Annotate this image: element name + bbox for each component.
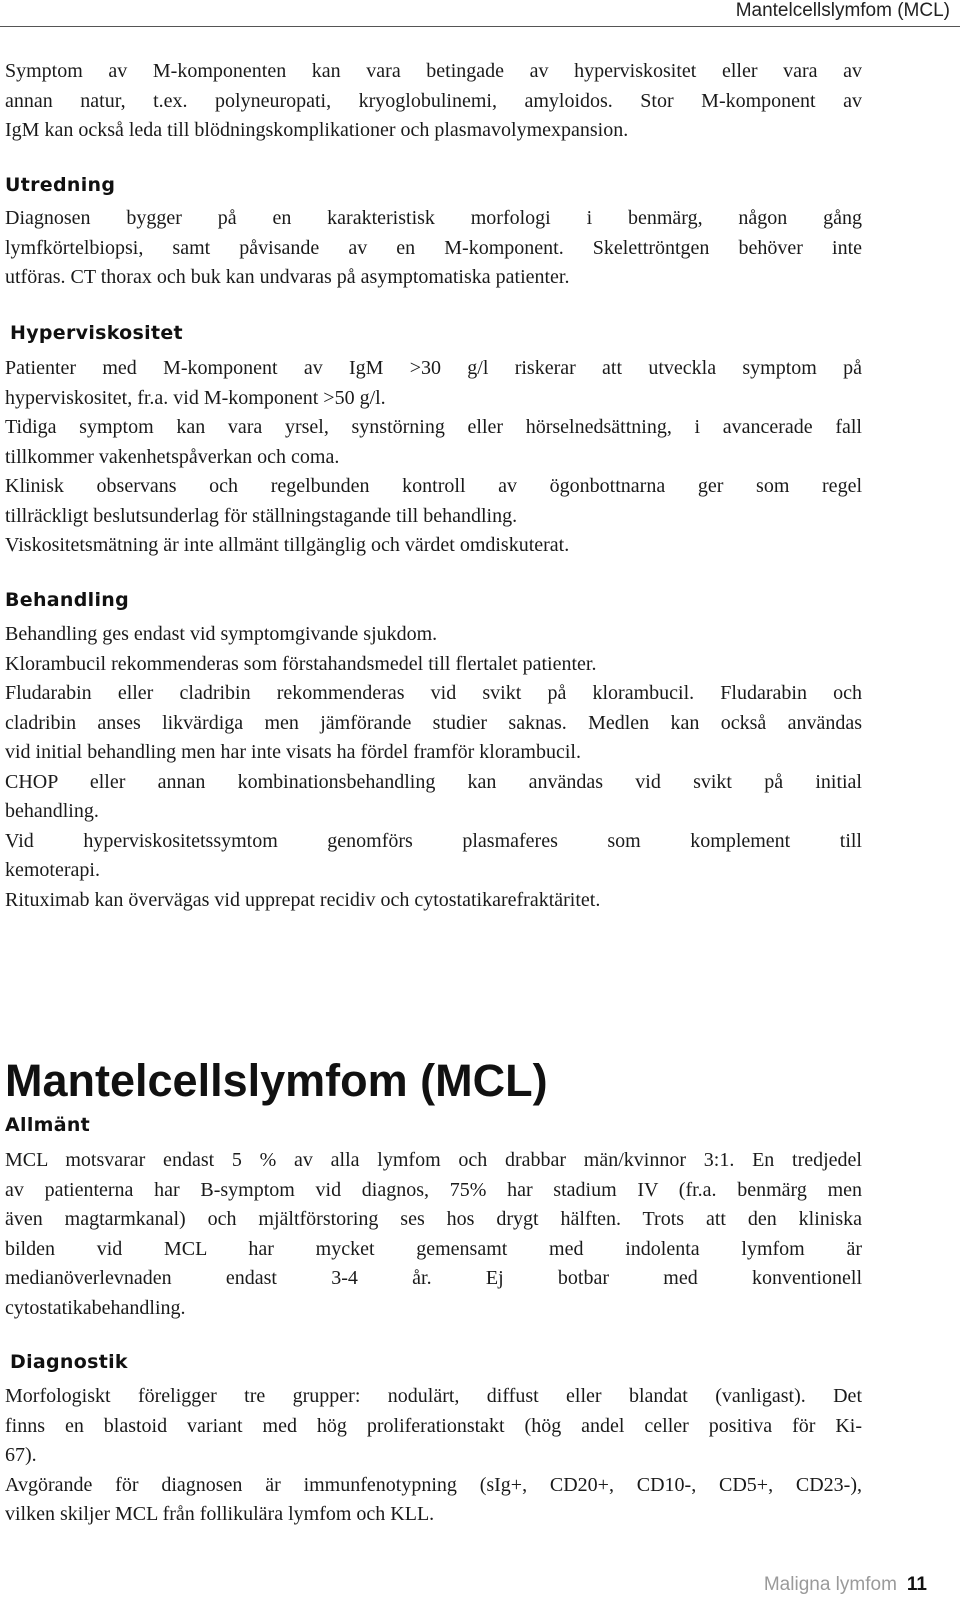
text-line: kemoterapi. [5,859,100,881]
text-line: annan natur, t.ex. polyneuropati, kryoglobulinemi, amyloidos. Stor M-komponent av [5,89,862,112]
running-header: Mantelcellslymfom (MCL) [735,0,950,21]
text-line: Fludarabin eller cladribin rekommenderas vid svikt på klorambucil. Fludarabin och [5,682,862,704]
text-line: Vid hyperviskositetssymtom genomförs plasmaferes som komplement till [5,829,862,852]
text-line: behandling. [5,800,99,822]
text-line: cytostatikabehandling. [5,1296,186,1319]
text-line: Klinisk observans och regelbunden kontroll av ögonbottnarna ger som regel [5,475,862,497]
section-heading-diagnostik: Diagnostik [10,1351,128,1373]
section-heading-allmant: Allmänt [5,1114,91,1136]
chapter-title: Mantelcellslymfom (MCL) [5,1055,548,1106]
behandling-paragraph [5,620,862,915]
text-line: hyperviskositet, fr.a. vid M-komponent >50 g/l. [5,386,386,409]
intro-paragraph [5,57,862,146]
text-line: 67). [5,1444,37,1466]
page-number: 11 [906,1574,927,1595]
text-line: medianöverlevnaden endast 3-4 år. Ej botbar med konventionell [5,1267,862,1289]
text-line: finns en blastoid variant med hög proliferationstakt (hög andel celler positiva för Ki- [5,1414,862,1437]
text-line: Behandling ges endast vid symptomgivande sjukdom. [5,623,438,645]
text-line: lymfkörtelbiopsi, samt påvisande av en M-komponent. Skelettröntgen behöver inte [5,236,862,259]
text-line: tillräckligt beslutsunderlag för ställningstagande till behandling. [5,504,518,527]
section-heading-utredning: Utredning [5,174,116,196]
text-line: cladribin anses likvärdiga men jämförande studier saknas. Medlen kan också användas [5,711,862,734]
text-line: av patienterna har B-symptom vid diagnos, 75% har stadium IV (fr.a. benmärg men [5,1178,862,1201]
text-line: även magtarmkanal) och mjältförstoring ses hos drygt hälften. Trots att den kliniska [5,1208,862,1230]
text-line: MCL motsvarar endast 5 % av alla lymfom och drabbar män/kvinnor 3:1. En tredjedel [5,1149,862,1171]
text-line: Symptom av M-komponenten kan vara betingade av hyperviskositet eller vara av [5,60,862,82]
text-line: utföras. CT thorax och buk kan undvaras på asymptomatiska patienter. [5,266,570,288]
footer-book-title: Maligna lymfom [763,1574,897,1595]
header-divider [0,26,960,27]
text-line: Tidiga symptom kan vara yrsel, synstörning eller hörselnedsättning, i avancerade fall [5,416,862,438]
allmant-paragraph [5,1146,862,1323]
page-footer [764,1574,927,1596]
text-line: CHOP eller annan kombinationsbehandling kan användas vid svikt på initial [5,770,862,793]
text-line: Avgörande för diagnosen är immunfenotypning (sIg+, CD20+, CD10-, CD5+, CD23-), [5,1473,862,1496]
text-line: vid initial behandling men har inte visats ha fördel framför klorambucil. [5,741,581,763]
text-line: Klorambucil rekommenderas som förstahandsmedel till flertalet patienter. [5,652,597,675]
text-line: Patienter med M-komponent av IgM >30 g/l riskerar att utveckla symptom på [5,357,862,379]
text-line: tillkommer vakenhetspåverkan och coma. [5,445,340,468]
text-line: Diagnosen bygger på en karakteristisk morfologi i benmärg, någon gång [5,207,862,229]
text-line: Morfologiskt föreligger tre grupper: nodulärt, diffust eller blandat (vanligast). Det [5,1385,862,1407]
text-line: bilden vid MCL har mycket gemensamt med indolenta lymfom är [5,1237,862,1260]
section-heading-behandling: Behandling [5,589,129,611]
utredning-paragraph [5,204,862,293]
diagnostik-paragraph [5,1382,862,1530]
text-line: IgM kan också leda till blödningskomplikationer och plasmavolymexpansion. [5,119,629,141]
hyperviskositet-paragraph [5,354,862,561]
text-line: Viskositetsmätning är inte allmänt tillgänglig och värdet omdiskuterat. [5,534,570,556]
section-heading-hyperviskositet: Hyperviskositet [10,322,183,344]
text-line: vilken skiljer MCL från follikulära lymfom och KLL. [5,1503,435,1525]
text-line: Rituximab kan övervägas vid upprepat recidiv och cytostatikarefraktäritet. [5,888,601,911]
